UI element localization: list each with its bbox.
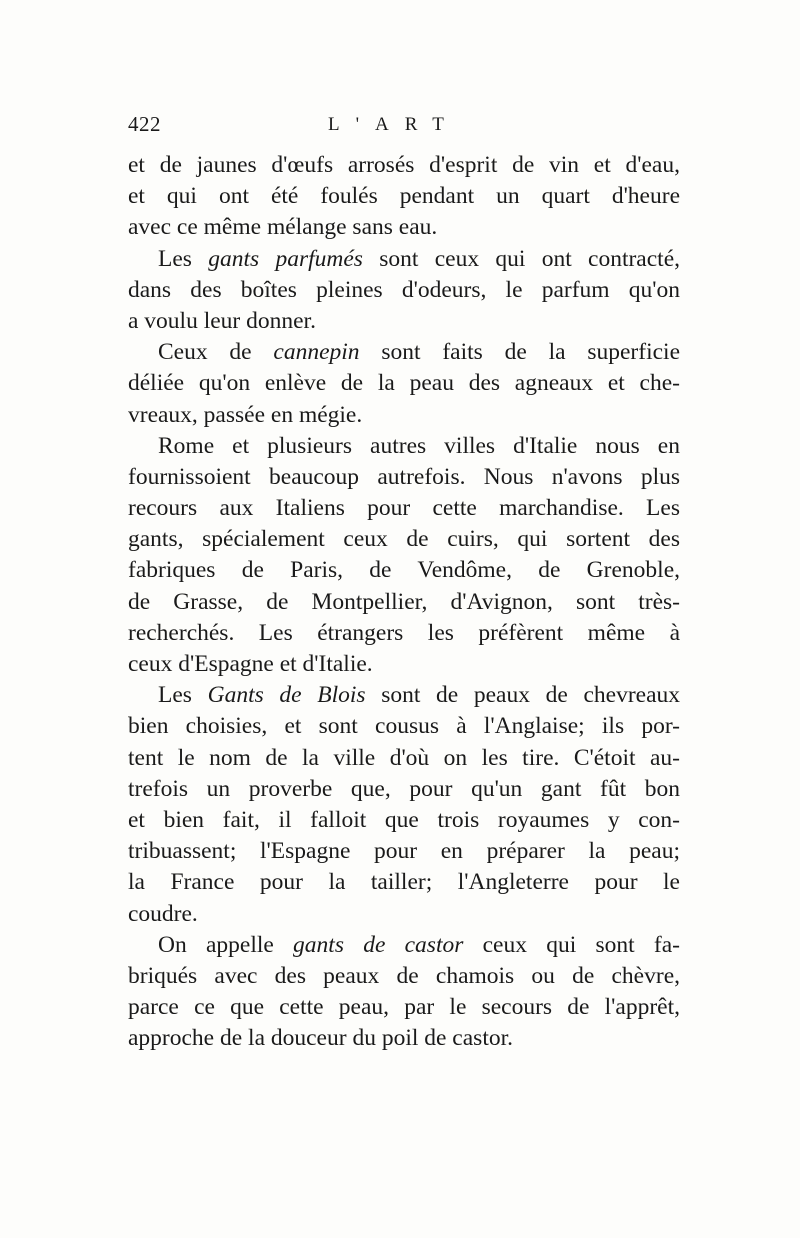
text-line: Ceux de cannepin sont faits de la superficie: [158, 339, 680, 366]
text-line: fabriques de Paris, de Vendôme, de Grenoble,: [128, 557, 680, 584]
text-line: approche de la douceur du poil de castor.: [128, 1025, 513, 1052]
text-line: tribuassent; l'Espagne pour en préparer la peau;: [128, 838, 680, 865]
body-text: [128, 150, 680, 1054]
text-line: fournissoient beaucoup autrefois. Nous n'avons plus: [128, 463, 680, 490]
page-header: [128, 112, 680, 142]
text-line: bien choisies, et sont cousus à l'Anglaise; ils por-: [128, 713, 680, 740]
page-number: 422: [128, 112, 161, 136]
text-line: coudre.: [128, 900, 198, 927]
text-line: avec ce même mélange sans eau.: [128, 214, 438, 241]
text-line: et bien fait, il falloit que trois royaumes y con-: [128, 806, 680, 833]
text-line: de Grasse, de Montpellier, d'Avignon, sont très-: [128, 588, 680, 615]
text-line: recours aux Italiens pour cette marchandise. Les: [128, 495, 680, 522]
text-line: gants, spécialement ceux de cuirs, qui sortent des: [128, 526, 680, 553]
text-line: vreaux, passée en mégie.: [128, 401, 363, 428]
text-line: parce ce que cette peau, par le secours de l'apprêt,: [128, 994, 680, 1021]
text-line: On appelle gants de castor ceux qui sont fa-: [158, 931, 680, 958]
text-line: tent le nom de la ville d'où on les tire. C'étoit au-: [128, 744, 680, 771]
text-line: briqués avec des peaux de chamois ou de chèvre,: [128, 962, 680, 989]
text-line: a voulu leur donner.: [128, 307, 316, 334]
text-line: recherchés. Les étrangers les préfèrent même à: [128, 619, 680, 646]
text-line: et de jaunes d'œufs arrosés d'esprit de vin et d'eau,: [128, 152, 680, 178]
text-line: déliée qu'on enlève de la peau des agneaux et che-: [128, 370, 680, 397]
text-line: Les gants parfumés sont ceux qui ont contracté,: [158, 245, 680, 272]
running-head: L'ART: [328, 114, 460, 135]
text-line: la France pour la tailler; l'Angleterre pour le: [128, 869, 680, 896]
text-line: Les Gants de Blois sont de peaux de chevreaux: [158, 682, 681, 709]
text-line: Rome et plusieurs autres villes d'Italie nous en: [158, 432, 680, 459]
text-line: dans des boîtes pleines d'odeurs, le parfum qu'on: [128, 276, 680, 303]
text-line: et qui ont été foulés pendant un quart d'heure: [128, 183, 680, 210]
text-line: trefois un proverbe que, pour qu'un gant fût bon: [128, 775, 680, 802]
text-line: ceux d'Espagne et d'Italie.: [128, 651, 373, 677]
